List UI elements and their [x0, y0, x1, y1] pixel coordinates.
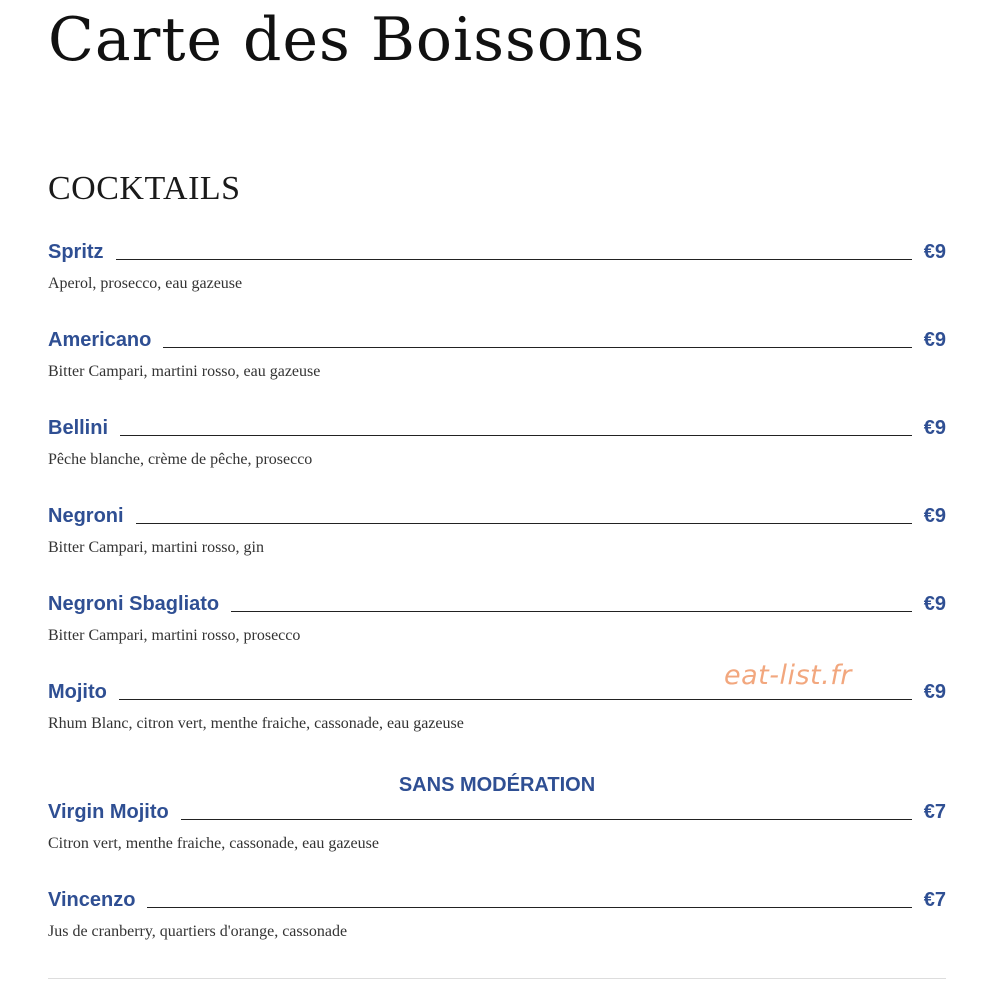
- dotted-leader: [119, 698, 912, 700]
- dotted-leader: [231, 610, 912, 612]
- menu-item-row: [48, 504, 946, 528]
- dotted-leader: [163, 346, 911, 348]
- menu-item-name: Virgin Mojito: [48, 801, 169, 823]
- menu-item-name: Negroni Sbagliato: [48, 593, 220, 615]
- menu-item-description: Bitter Campari, martini rosso, prosecco: [48, 627, 301, 644]
- menu-item-price: €7: [923, 889, 946, 911]
- menu-item-description: Rhum Blanc, citron vert, menthe fraiche, cassonade, eau gazeuse: [48, 715, 464, 732]
- page-title: Carte des Boissons: [48, 5, 646, 75]
- menu-item-description: Bitter Campari, martini rosso, eau gazeuse: [48, 363, 321, 380]
- menu-item: [48, 592, 946, 652]
- menu-item: [48, 504, 946, 564]
- dotted-leader: [136, 522, 912, 524]
- menu-item-name: Bellini: [48, 417, 109, 439]
- menu-item-price: €9: [923, 417, 946, 439]
- menu-item-row: [48, 240, 946, 264]
- menu-item-price: €9: [923, 241, 946, 263]
- watermark-text: eat-list.fr: [724, 660, 852, 691]
- menu-item-description: Citron vert, menthe fraiche, cassonade, eau gazeuse: [48, 835, 379, 852]
- menu-item-description: Pêche blanche, crème de pêche, prosecco: [48, 451, 313, 468]
- menu-item-price: €9: [923, 329, 946, 351]
- menu-item-description: Bitter Campari, martini rosso, gin: [48, 539, 264, 556]
- menu-item-description: Jus de cranberry, quartiers d'orange, cassonade: [48, 923, 348, 940]
- menu-item-name: Negroni: [48, 505, 124, 527]
- menu-item-price: €9: [923, 681, 946, 703]
- dotted-leader: [120, 434, 912, 436]
- menu-item-description: Aperol, prosecco, eau gazeuse: [48, 275, 243, 292]
- menu-item-price: €9: [923, 505, 946, 527]
- menu-item-price: €9: [923, 593, 946, 615]
- menu-item: [48, 888, 946, 948]
- menu-item-price: €7: [923, 801, 946, 823]
- menu-item-name: Americano: [48, 329, 152, 351]
- menu-item-row: [48, 416, 946, 440]
- section-title-cocktails: COCKTAILS: [48, 170, 241, 207]
- menu-item-row: [48, 888, 946, 912]
- menu-item: [48, 800, 946, 860]
- menu-item-name: Spritz: [48, 241, 104, 263]
- dotted-leader: [181, 818, 912, 820]
- dotted-leader: [116, 258, 912, 260]
- menu-item: [48, 416, 946, 476]
- dotted-leader: [147, 906, 911, 908]
- menu-item: [48, 240, 946, 300]
- bottom-divider: [48, 978, 946, 979]
- menu-item-row: [48, 328, 946, 352]
- menu-item-row: [48, 800, 946, 824]
- menu-item-name: Mojito: [48, 681, 107, 703]
- subheading-sans-moderation: SANS MODÉRATION: [398, 774, 596, 796]
- menu-item: [48, 328, 946, 388]
- menu-item-row: [48, 592, 946, 616]
- menu-item-name: Vincenzo: [48, 889, 136, 911]
